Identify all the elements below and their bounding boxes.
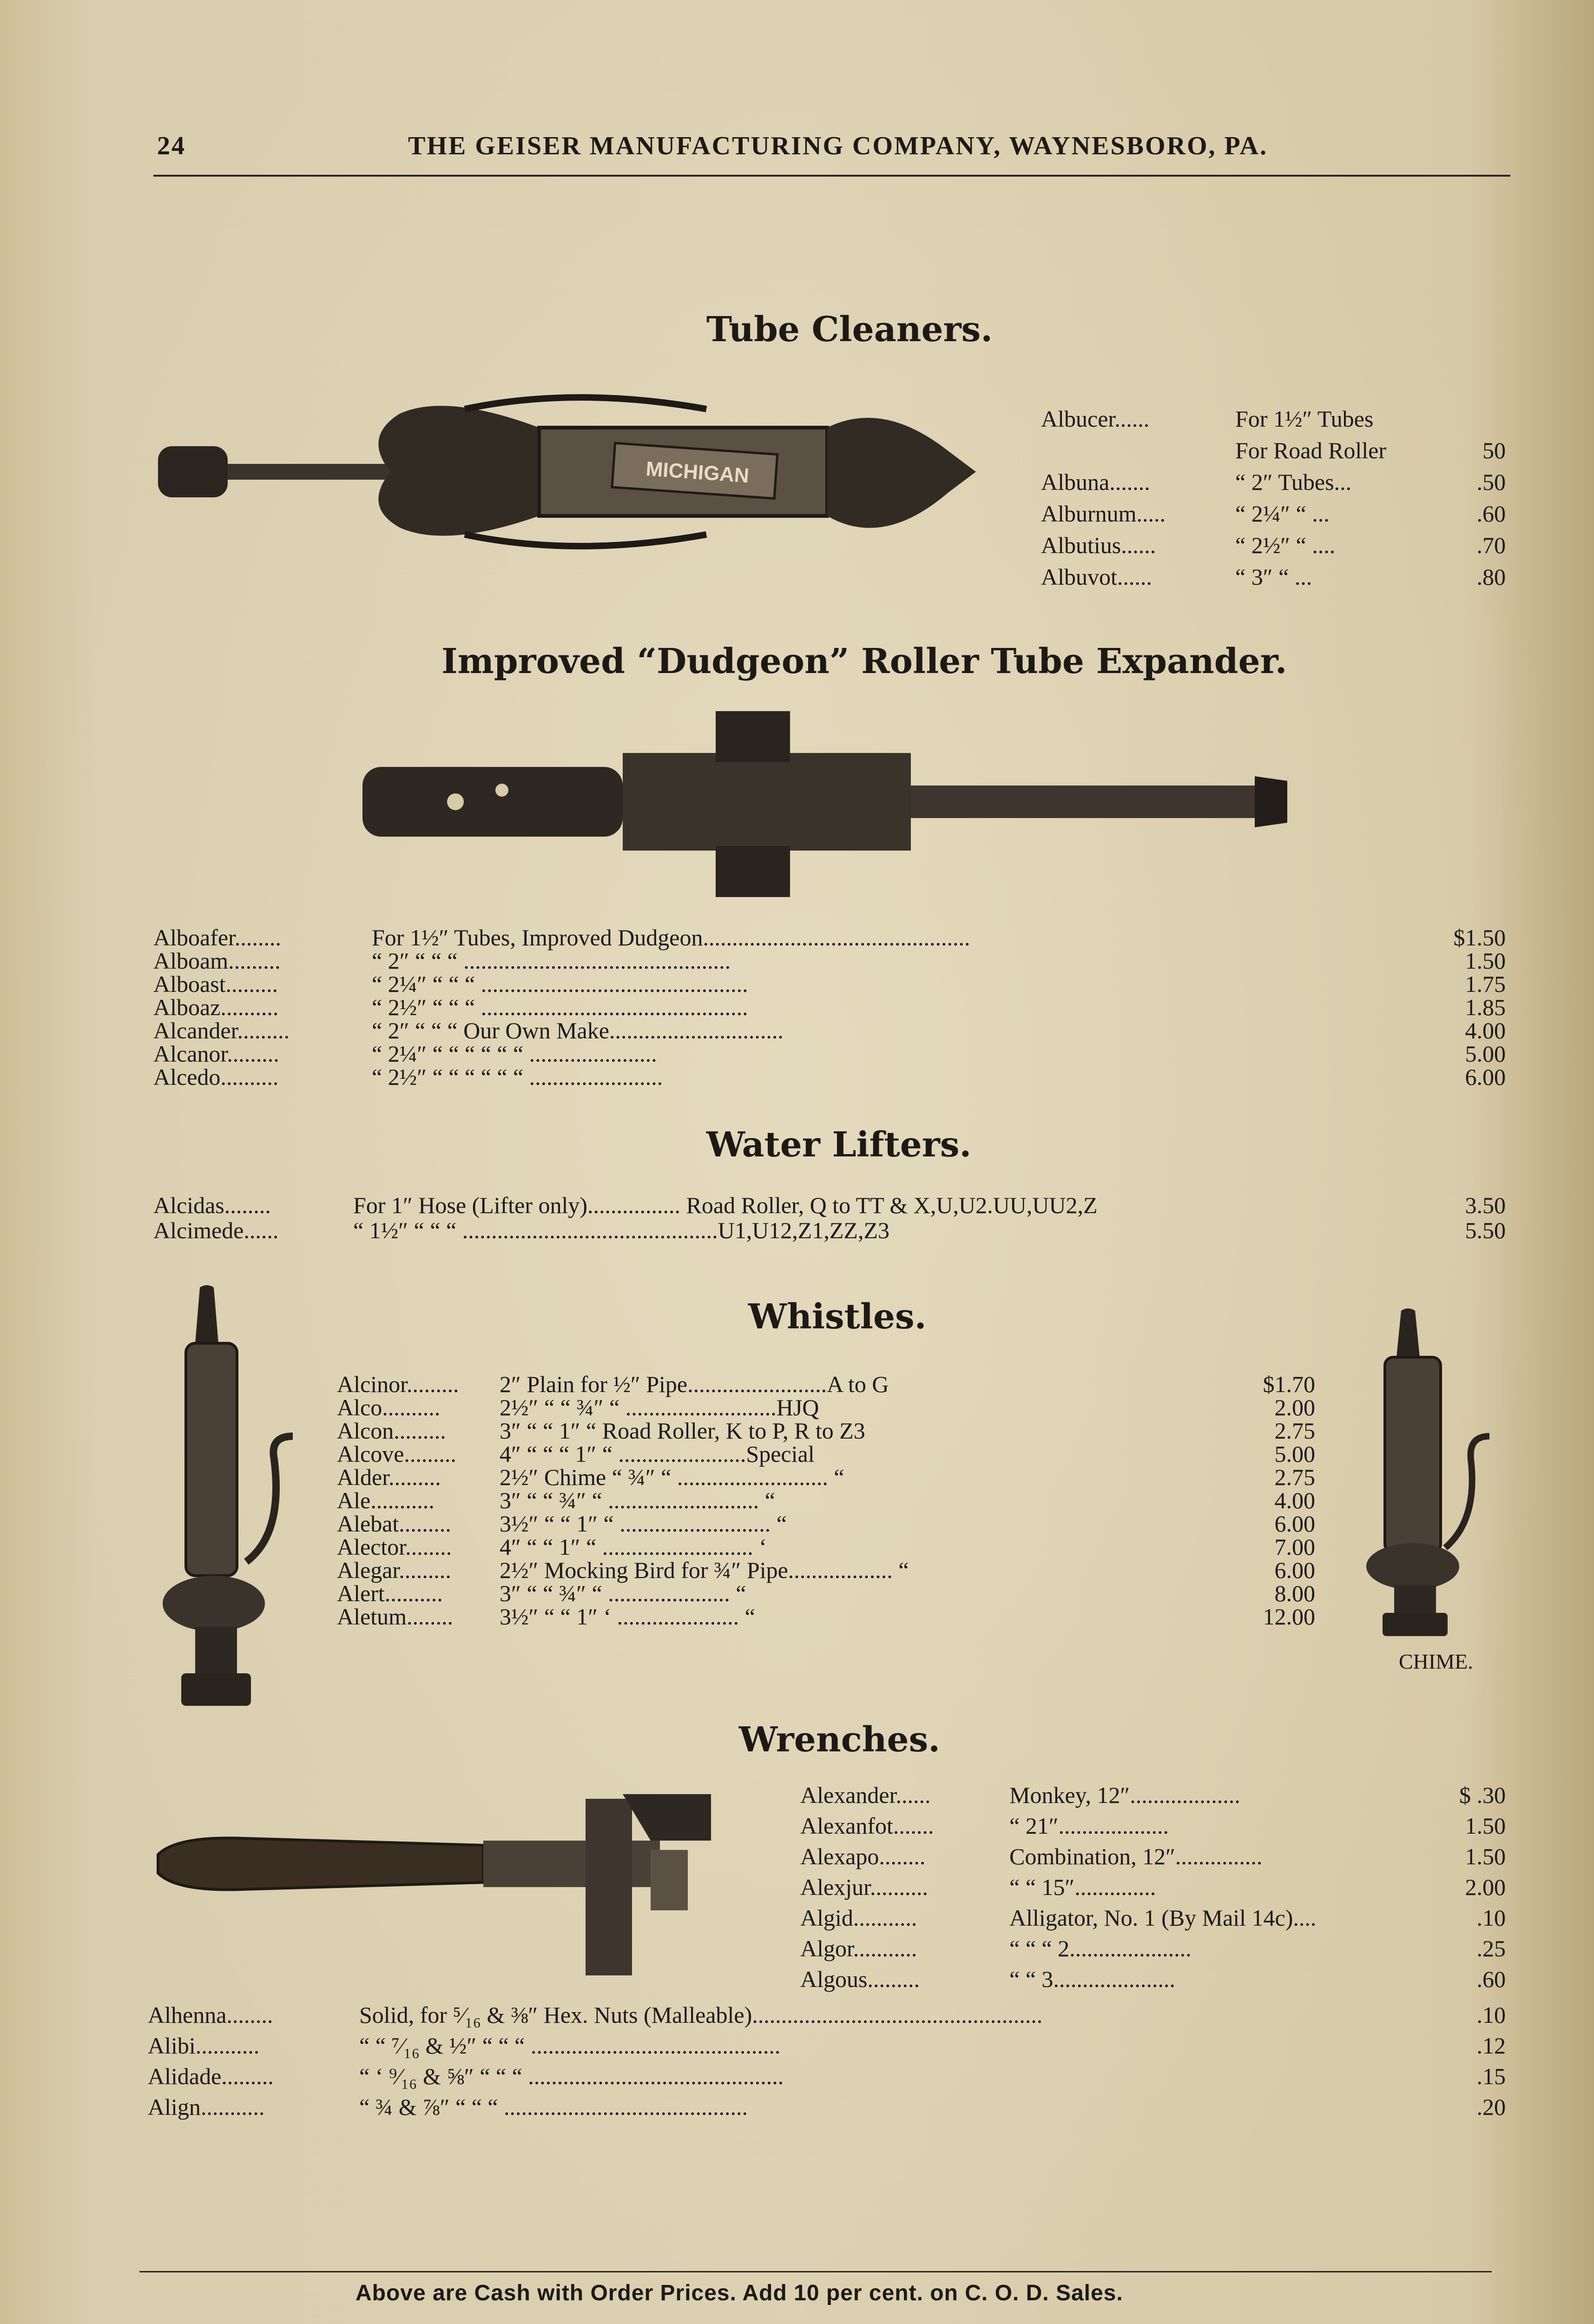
product-desc: Combination, 12″............... — [1009, 1843, 1263, 1869]
product-desc: “ 2½″ “ “ “ .............................................. — [372, 994, 748, 1020]
product-price: 1.50 — [1465, 1843, 1506, 1869]
product-price: 4.00 — [1274, 1487, 1315, 1513]
product-code: Alcanor......... — [153, 1041, 279, 1067]
wrenches-title: Wrenches. — [739, 1720, 941, 1760]
wrench-row — [800, 1783, 1506, 1814]
product-desc: “ “ 3..................... — [1009, 1966, 1175, 1992]
tube-cleaner-illustration — [158, 395, 995, 590]
product-desc: 4″ “ “ “ 1″ “ ......................Special — [500, 1441, 815, 1467]
product-price: 5.00 — [1274, 1441, 1315, 1467]
expander-row — [153, 1042, 1506, 1065]
header-rule — [153, 175, 1510, 177]
product-price: 7.00 — [1274, 1534, 1315, 1560]
water-lifters-title: Water Lifters. — [706, 1125, 972, 1165]
product-desc: “ “ “ 2..................... — [1009, 1935, 1192, 1961]
product-price: 2.00 — [1465, 1874, 1506, 1900]
whistle-row — [337, 1442, 1315, 1466]
tube-cleaner-row — [1041, 534, 1506, 565]
tube-cleaners-table — [1041, 407, 1506, 597]
water-lifter-row — [153, 1194, 1506, 1219]
product-price: 2.75 — [1274, 1418, 1315, 1444]
product-code: Alcon......... — [337, 1418, 446, 1444]
product-desc: “ 1½″ “ “ “ ............................................U1,U12,Z1,ZZ,Z3 — [353, 1217, 889, 1243]
product-desc: “ 2¼″ “ “ “ “ “ “ ...................... — [372, 1041, 657, 1067]
whistle-row — [337, 1466, 1315, 1489]
tube-cleaner-row — [1041, 407, 1506, 439]
product-code: Alhenna........ — [148, 2002, 273, 2028]
product-desc: For Road Roller — [1235, 437, 1386, 463]
product-code: Alexjur.......... — [800, 1874, 928, 1900]
whistle-row — [337, 1419, 1315, 1442]
product-price: $1.50 — [1453, 924, 1506, 951]
product-price: $1.70 — [1263, 1371, 1315, 1397]
product-price: .25 — [1476, 1935, 1506, 1961]
wrench-row — [800, 1967, 1506, 1998]
wrench-row — [148, 2003, 1506, 2034]
product-price: 12.00 — [1263, 1604, 1315, 1630]
product-code: Alboafer........ — [153, 924, 281, 951]
product-price: 50 — [1482, 437, 1506, 463]
product-desc: 2½″ Chime “ ¾″ “ .......................... “ — [500, 1464, 844, 1490]
product-price: 5.00 — [1465, 1041, 1506, 1067]
product-desc: Alligator, No. 1 (By Mail 14c).... — [1009, 1905, 1317, 1931]
wrenches-table-wide — [148, 2003, 1506, 2126]
product-desc: “ ¾ & ⅞″ “ “ “ .......................................... — [359, 2094, 748, 2120]
product-desc: “ 2″ Tubes... — [1235, 469, 1352, 495]
product-desc: “ 3″ “ ... — [1235, 564, 1312, 590]
product-price: 5.50 — [1465, 1217, 1506, 1243]
product-price: .60 — [1476, 501, 1506, 527]
product-desc: 3½″ “ “ 1″ “ .......................... “ — [500, 1511, 787, 1537]
product-price: .70 — [1476, 532, 1506, 558]
product-price: 1.50 — [1465, 1813, 1506, 1839]
whistle-row — [337, 1396, 1315, 1419]
product-code: Alidade......... — [148, 2063, 274, 2089]
product-price: .20 — [1476, 2094, 1506, 2120]
expander-row — [153, 996, 1506, 1019]
product-price: 2.00 — [1274, 1394, 1315, 1420]
chime-caption: CHIME. — [1399, 1650, 1473, 1673]
tube-cleaner-row — [1041, 439, 1506, 470]
product-code: Alboam......... — [153, 948, 281, 974]
product-price: .12 — [1476, 2033, 1506, 2059]
product-desc: “ 2″ “ “ “ .............................................. — [372, 948, 731, 974]
product-desc: 3″ “ “ ¾″ “ ..................... “ — [500, 1580, 746, 1606]
product-code: Alder......... — [337, 1464, 441, 1490]
product-price: 1.85 — [1465, 994, 1506, 1020]
product-desc: Monkey, 12″................... — [1009, 1782, 1240, 1808]
product-price: .10 — [1476, 1905, 1506, 1931]
whistles-title: Whistles. — [748, 1297, 927, 1337]
product-code: Alexanfot....... — [800, 1813, 934, 1839]
product-code: Algous......... — [800, 1966, 920, 1992]
product-desc: 3″ “ “ 1″ “ Road Roller, K to P, R to Z3 — [500, 1418, 865, 1444]
product-price: 8.00 — [1274, 1580, 1315, 1606]
footer-note: Above are Cash with Order Prices. Add 10 per cent. on C. O. D. Sales. — [356, 2281, 1123, 2305]
expander-row — [153, 926, 1506, 949]
product-code: Albuna....... — [1041, 469, 1150, 495]
tube-cleaner-row — [1041, 502, 1506, 534]
product-code: Alcedo.......... — [153, 1064, 279, 1090]
product-desc: “ 2¼″ “ “ “ .............................................. — [372, 971, 748, 997]
whistles-table — [337, 1373, 1315, 1628]
product-price: 6.00 — [1274, 1511, 1315, 1537]
product-desc: 2½″ “ “ ¾″ “ ..........................HJQ — [500, 1394, 819, 1420]
product-code: Algor........... — [800, 1935, 917, 1961]
expander-row — [153, 1019, 1506, 1042]
product-code: Alibi........... — [148, 2033, 260, 2059]
product-code: Alcinor......... — [337, 1371, 459, 1397]
product-code: Alcander......... — [153, 1017, 290, 1043]
product-desc: “ 21″................... — [1009, 1813, 1169, 1839]
product-desc: For 1½″ Tubes, Improved Dudgeon.............................................. — [372, 924, 970, 951]
tube-cleaner-row — [1041, 565, 1506, 597]
product-desc: 3½″ “ “ 1″ ‘ ..................... “ — [500, 1604, 755, 1630]
product-desc: “ 2½″ “ .... — [1235, 532, 1336, 558]
wrenches-table-right — [800, 1783, 1506, 1998]
whistle-row — [337, 1489, 1315, 1512]
plain-whistle-illustration — [153, 1283, 307, 1710]
expander-row — [153, 972, 1506, 996]
whistle-row — [337, 1558, 1315, 1582]
product-code: Alector........ — [337, 1534, 452, 1560]
product-desc: “ 2″ “ “ “ Our Own Make.............................. — [372, 1017, 784, 1043]
wrench-row — [800, 1875, 1506, 1906]
expander-table — [153, 926, 1506, 1089]
footer-rule — [139, 2271, 1492, 2272]
whistle-row — [337, 1373, 1315, 1396]
product-code: Alebat......... — [337, 1511, 451, 1537]
wrench-row — [148, 2065, 1506, 2095]
product-price: 3.50 — [1465, 1192, 1506, 1218]
water-lifters-table — [153, 1194, 1506, 1244]
water-lifter-row — [153, 1219, 1506, 1244]
product-price: .50 — [1476, 469, 1506, 495]
product-desc: Solid, for ⁵⁄₁₆ & ⅜″ Hex. Nuts (Malleable).................................................. — [359, 2002, 1043, 2028]
product-code: Alert.......... — [337, 1580, 443, 1606]
product-desc: “ 2¼″ “ ... — [1235, 501, 1330, 527]
whistle-row — [337, 1535, 1315, 1558]
product-code: Algid........... — [800, 1905, 917, 1931]
product-code: Align........... — [148, 2094, 265, 2120]
product-desc: “ “ ⁷⁄₁₆ & ½″ “ “ “ ........................................... — [359, 2033, 781, 2059]
product-code: Albutius...... — [1041, 532, 1156, 558]
tube-cleaners-title: Tube Cleaners. — [706, 310, 993, 350]
tube-cleaner-row — [1041, 470, 1506, 502]
product-code: Alburnum..... — [1041, 501, 1166, 527]
expander-row — [153, 949, 1506, 972]
product-desc: 2½″ Mocking Bird for ¾″ Pipe.................. “ — [500, 1557, 909, 1583]
wrench-row — [800, 1906, 1506, 1937]
product-price: .15 — [1476, 2063, 1506, 2089]
expander-row — [153, 1065, 1506, 1089]
product-price: 6.00 — [1274, 1557, 1315, 1583]
product-price: 1.50 — [1465, 948, 1506, 974]
wrench-illustration — [149, 1785, 809, 1980]
whistle-row — [337, 1605, 1315, 1628]
product-price: 1.75 — [1465, 971, 1506, 997]
whistle-row — [337, 1512, 1315, 1535]
wrench-row — [800, 1845, 1506, 1875]
product-price: $ .30 — [1459, 1782, 1506, 1808]
wrench-row — [800, 1814, 1506, 1845]
page-number: 24 — [157, 132, 186, 160]
product-price: 6.00 — [1465, 1064, 1506, 1090]
product-price: .10 — [1476, 2002, 1506, 2028]
company-header: THE GEISER MANUFACTURING COMPANY, WAYNESBORO, PA. — [408, 132, 1268, 160]
product-code: Alexapo........ — [800, 1843, 926, 1869]
product-code: Alexander...... — [800, 1782, 931, 1808]
michigan-label: MICHIGAN — [645, 457, 750, 488]
product-desc: 2″ Plain for ½″ Pipe........................A to G — [500, 1371, 889, 1397]
product-desc: 3″ “ “ ¾″ “ .......................... “ — [500, 1487, 775, 1513]
product-desc: “ 2½″ “ “ “ “ “ “ ....................... — [372, 1064, 663, 1090]
expander-title: Improved “Dudgeon” Roller Tube Expander. — [441, 641, 1287, 681]
product-code: Albuvot...... — [1041, 564, 1152, 590]
product-desc: “ ‘ ⁹⁄₁₆ & ⅝″ “ “ “ ............................................ — [359, 2063, 784, 2089]
product-code: Alboaz.......... — [153, 994, 279, 1020]
product-code: Alegar......... — [337, 1557, 451, 1583]
product-code: Ale........... — [337, 1487, 435, 1513]
product-price: .60 — [1476, 1966, 1506, 1992]
wrench-row — [148, 2034, 1506, 2065]
chime-whistle-illustration — [1357, 1306, 1506, 1641]
wrench-row — [800, 1937, 1506, 1967]
product-price: 4.00 — [1465, 1017, 1506, 1043]
product-desc: For 1″ Hose (Lifter only)................ Road Roller, Q to TT & X,U,U2.UU,UU2,Z — [353, 1192, 1098, 1218]
wrench-row — [148, 2095, 1506, 2126]
product-code: Alcidas........ — [153, 1192, 271, 1218]
whistle-row — [337, 1582, 1315, 1605]
product-code: Aletum........ — [337, 1604, 453, 1630]
product-desc: “ “ 15″.............. — [1009, 1874, 1156, 1900]
product-code: Alboast......... — [153, 971, 278, 997]
product-code: Alcimede...... — [153, 1217, 279, 1243]
product-price: .80 — [1476, 564, 1506, 590]
tube-expander-illustration — [362, 706, 1297, 902]
product-code: Alco.......... — [337, 1394, 441, 1420]
product-desc: 4″ “ “ 1″ “ .......................... ‘ — [500, 1534, 767, 1560]
product-code: Albucer...... — [1041, 406, 1150, 432]
product-code: Alcove......... — [337, 1441, 456, 1467]
product-desc: For 1½″ Tubes — [1235, 406, 1374, 432]
product-price: 2.75 — [1274, 1464, 1315, 1490]
